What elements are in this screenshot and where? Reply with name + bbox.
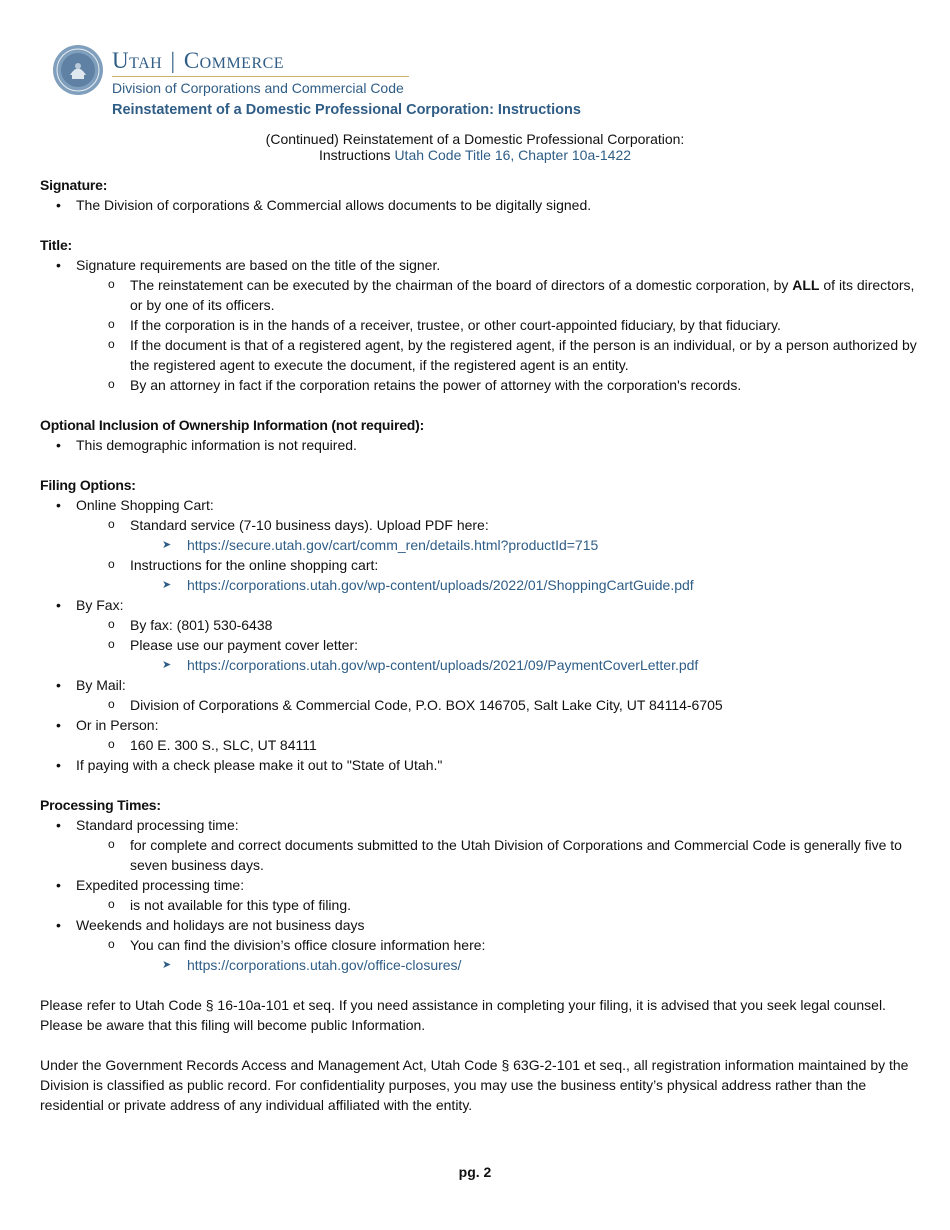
list-item: • Or in Person:: [40, 715, 925, 735]
list-item: • If paying with a check please make it out to "State of Utah.": [40, 755, 925, 775]
list-subitem: o Please use our payment cover letter:: [40, 635, 925, 655]
list-subitem: o If the corporation is in the hands of a receiver, trustee, or other court-appointed fiduciary, by that fiduciary.: [40, 315, 925, 335]
list-subitem: [40, 275, 925, 315]
list-item: • Expedited processing time:: [40, 875, 925, 895]
filing-options-heading: Filing Options:: [40, 477, 136, 493]
continued-title-line2: [0, 147, 950, 163]
all-emphasis: ALL: [792, 277, 820, 293]
list-item: • Standard processing time:: [40, 815, 925, 835]
list-item: • This demographic information is not required.: [40, 435, 925, 455]
grama-paragraph: Under the Government Records Access and Management Act, Utah Code § 63G-2-101 et seq., all registration information maintained by the Division is classified as public record. For confidentiality purposes, you may use the business entity’s physical address rather than the residential or private address of any individual affiliated with the entity.: [40, 1057, 909, 1113]
list-subitem: o for complete and correct documents submitted to the Utah Division of Corporations and Commercial Code is generally five to seven business days.: [40, 835, 925, 875]
brand-commerce: Commerce: [183, 48, 285, 73]
arrow-bullet-icon: ➤: [162, 579, 172, 591]
link-item: [40, 955, 925, 975]
office-closures-link[interactable]: https://corporations.utah.gov/office-closures/: [187, 957, 462, 973]
continued-prefix: Instructions: [318, 147, 395, 163]
brand-wordmark: Utah | Commerce: [112, 48, 285, 73]
list-item: • Online Shopping Cart:: [40, 495, 925, 515]
cover-letter-link[interactable]: https://corporations.utah.gov/wp-content/uploads/2021/09/PaymentCoverLetter.pdf: [187, 657, 699, 673]
sub-text: The reinstatement can be executed by the chairman of the board of directors of a domestic corporation, by: [130, 277, 789, 293]
list-subitem: o By an attorney in fact if the corporation retains the power of attorney with the corporation's records.: [40, 375, 925, 395]
list-subitem: o By fax: (801) 530-6438: [40, 615, 925, 635]
list-item: • The Division of corporations & Commercial allows documents to be digitally signed.: [40, 195, 925, 215]
instructions-body: [40, 175, 925, 1115]
sub-text: of its directors, or by one of its officers.: [130, 277, 915, 313]
shopping-cart-link[interactable]: https://secure.utah.gov/cart/comm_ren/details.html?productId=715: [187, 537, 599, 553]
link-item: [40, 575, 925, 595]
link-item: [40, 655, 925, 675]
list-item: • By Fax:: [40, 595, 925, 615]
list-subitem: o You can find the division’s office closure information here:: [40, 935, 925, 955]
list-subitem: o Standard service (7-10 business days). Upload PDF here:: [40, 515, 925, 535]
page-number: pg. 2: [458, 1164, 492, 1180]
gold-divider: [112, 76, 409, 77]
utah-code-link[interactable]: Utah Code Title 16, Chapter 10a-1422: [394, 147, 632, 163]
arrow-bullet-icon: ➤: [162, 539, 172, 551]
list-item: • Weekends and holidays are not business days: [40, 915, 925, 935]
list-item: • Signature requirements are based on the title of the signer.: [40, 255, 925, 275]
continued-title-line1: (Continued) Reinstatement of a Domestic Professional Corporation:: [265, 131, 685, 147]
list-subitem: o Instructions for the online shopping cart:: [40, 555, 925, 575]
cart-guide-link[interactable]: https://corporations.utah.gov/wp-content/uploads/2022/01/ShoppingCartGuide.pdf: [187, 577, 694, 593]
list-subitem: o is not available for this type of filing.: [40, 895, 925, 915]
list-subitem: o Division of Corporations & Commercial Code, P.O. BOX 146705, Salt Lake City, UT 84114-6705: [40, 695, 925, 715]
form-title: Reinstatement of a Domestic Professional Corporation: Instructions: [112, 102, 581, 118]
legal-refer-paragraph: Please refer to Utah Code § 16-10a-101 et seq. If you need assistance in completing your filing, it is advised that you seek legal counsel. Please be aware that this filing will become public Information.: [40, 997, 886, 1033]
letterhead: [52, 44, 581, 124]
division-name: Division of Corporations and Commercial Code: [112, 80, 404, 96]
link-item: [40, 535, 925, 555]
list-item: • By Mail:: [40, 675, 925, 695]
list-subitem: o 160 E. 300 S., SLC, UT 84111: [40, 735, 925, 755]
arrow-bullet-icon: ➤: [162, 959, 172, 971]
signature-heading: Signature:: [40, 177, 108, 193]
utah-state-seal-icon: [52, 44, 104, 96]
arrow-bullet-icon: ➤: [162, 659, 172, 671]
list-subitem: o If the document is that of a registered agent, by the registered agent, if the person is an individual, or by a person authorized by the registered agent to execute the document, if the registered agent is an entity.: [40, 335, 925, 375]
brand-utah: Utah: [112, 48, 163, 73]
title-heading: Title:: [40, 237, 72, 253]
processing-times-heading: Processing Times:: [40, 797, 161, 813]
ownership-heading: Optional Inclusion of Ownership Information (not required):: [40, 417, 425, 433]
